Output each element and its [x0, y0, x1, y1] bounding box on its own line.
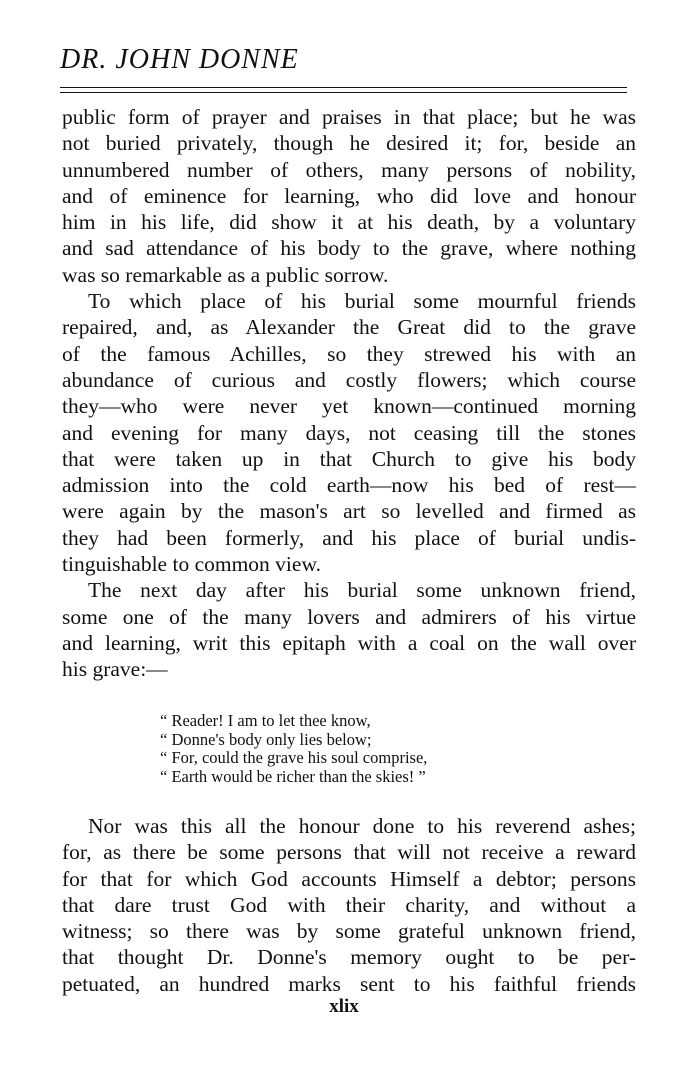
- text-line: Nor was this all the honour done to his reverend ashes;: [88, 814, 636, 838]
- text-line: witness; so there was by some grateful unknown friend,: [62, 919, 636, 944]
- text-line: petuated, an hundred marks sent to his faithful friends: [62, 971, 636, 996]
- main-text-continued: [62, 813, 636, 997]
- verse-line: “ Earth would be richer than the skies! ”: [160, 766, 426, 786]
- epitaph-verse: [160, 712, 427, 786]
- text-line: The next day after his burial some unknown friend,: [88, 578, 636, 603]
- page-number: xlix: [329, 996, 359, 1017]
- text-line: for that for which God accounts Himself a debtor; persons: [62, 866, 636, 891]
- text-line: and learning, writ this epitaph with a coal on the wall over: [62, 630, 636, 655]
- text-line: of the famous Achilles, so they strewed his with an: [62, 341, 636, 366]
- text-line: abundance of curious and costly flowers; which course: [62, 367, 636, 392]
- text-line: that were taken up in that Church to give his body: [62, 446, 636, 471]
- text-line: and evening for many days, not ceasing till the stones: [62, 420, 636, 445]
- verse-line: “ Donne's body only lies below;: [160, 729, 372, 749]
- text-line: tinguishable to common view.: [62, 552, 321, 577]
- main-text: [62, 104, 636, 683]
- text-line: and of eminence for learning, who did love and honour: [62, 183, 636, 208]
- text-line: for, as there be some persons that will not receive a reward: [62, 840, 636, 865]
- paragraph-4: [62, 813, 636, 997]
- header-rule-top: [60, 87, 627, 88]
- text-line: public form of prayer and praises in that place; but he was: [62, 105, 636, 129]
- paragraph-1: [62, 104, 636, 288]
- header-rule-bottom: [60, 92, 627, 93]
- text-line: To which place of his burial some mournful friends: [88, 289, 636, 314]
- text-line: some one of the many lovers and admirers of his virtue: [62, 604, 636, 629]
- paragraph-3: [62, 577, 636, 682]
- text-line: admission into the cold earth—now his bed of rest—: [62, 473, 636, 498]
- paragraph-2: [62, 288, 636, 577]
- text-line: his grave:—: [62, 657, 168, 682]
- verse-line: “ Reader! I am to let thee know,: [160, 711, 371, 730]
- text-line: that thought Dr. Donne's memory ought to be per-: [62, 945, 636, 970]
- text-line: that dare trust God with their charity, and without a: [62, 892, 636, 917]
- text-line: unnumbered number of others, many persons of nobility,: [62, 157, 636, 182]
- verse-line: “ For, could the grave his soul comprise,: [160, 748, 428, 767]
- text-line: and sad attendance of his body to the grave, where nothing: [62, 236, 636, 261]
- text-line: was so remarkable as a public sorrow.: [62, 262, 389, 287]
- text-line: were again by the mason's art so levelled and firmed as: [62, 499, 636, 524]
- text-line: not buried privately, though he desired it; for, beside an: [62, 131, 636, 156]
- text-line: him in his life, did show it at his death, by a voluntary: [62, 210, 636, 235]
- running-title: DR. JOHN DONNE: [60, 44, 299, 75]
- text-line: they had been formerly, and his place of burial undis-: [62, 525, 636, 550]
- text-line: repaired, and, as Alexander the Great did to the grave: [62, 315, 636, 340]
- text-line: they—who were never yet known—continued morning: [62, 394, 636, 419]
